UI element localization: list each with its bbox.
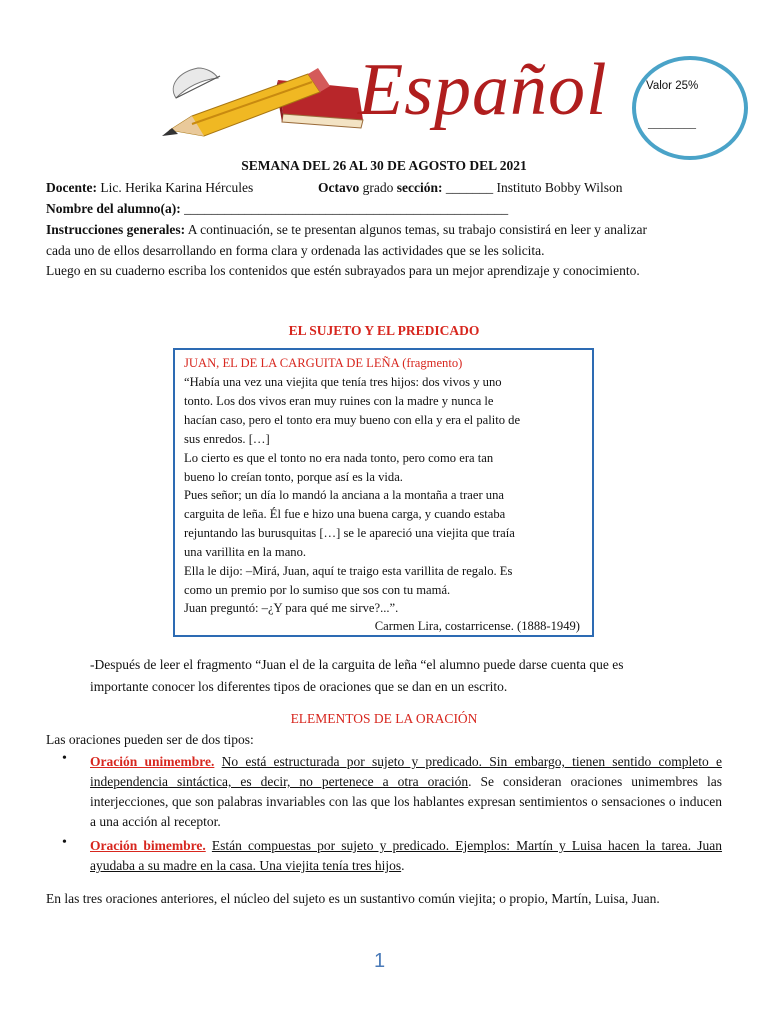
fragment-author: Carmen Lira, costarricense. (1888-1949)	[374, 619, 580, 633]
fragment-line: tonto. Los dos vivos eran muy ruines con la madre y nunca le	[184, 394, 494, 408]
pencil-notebook-quill-icon	[158, 58, 370, 142]
fragment-line: “Había una vez una viejita que tenía tres hijos: dos vivos y uno	[184, 375, 502, 389]
fragment-box	[173, 348, 594, 637]
bimembre-rest: .	[401, 858, 405, 873]
grade-text: grado	[362, 180, 394, 195]
value-blank: ________	[648, 116, 696, 130]
unimembre-definition: No está estructurada por sujeto y predicado. Sin embargo, tienen sentido completo e independencia sintáctica, es decir, no pertenece a otra oración	[90, 754, 723, 789]
closing-paragraph: En las tres oraciones anteriores, el núcleo del sujeto es un sustantivo común viejita; o propio, Martín, Luisa, Juan.	[46, 891, 660, 906]
grade-label: Octavo	[318, 180, 360, 195]
fragment-line: Juan preguntó: –¿Y para qué me sirve?...”.	[184, 601, 399, 615]
bullet-dot-icon: •	[62, 751, 67, 766]
fragment-line: sus enredos. […]	[184, 432, 270, 446]
grade-section	[318, 178, 622, 198]
bimembre-definition: Están compuestas por sujeto y predicado. Ejemplos: Martín y Luisa hacen la tarea. Juan ayudaba a su madre en la casa. Una viejita tenía tres hijos	[90, 838, 723, 873]
fragment-line: hacían caso, pero el tonto era muy bueno con ella y era el palito de	[184, 413, 521, 427]
subject-title: Español	[358, 49, 608, 131]
fragment-line: una varillita en la mano.	[184, 545, 307, 559]
instructions-line2: cada uno de ellos desarrollando en forma clara y ordenada las actividades que se les solicita.	[46, 243, 545, 258]
fragment-line: Lo cierto es que el tonto no era nada tonto, pero como era tan	[184, 451, 494, 465]
page-number: 1	[374, 950, 386, 972]
fragment-line: como un premio por lo sumiso que sos con tu mamá.	[184, 583, 451, 597]
section-title-elements: ELEMENTOS DE LA ORACIÓN	[290, 711, 478, 726]
value-label: Valor 25%	[646, 80, 699, 92]
after-fragment-line2: importante conocer los diferentes tipos de oraciones que se dan en un escrito.	[90, 679, 508, 694]
fragment-line: bueno lo creían tonto, porque así es la vida.	[184, 470, 403, 484]
bullet-dot-icon: •	[62, 835, 67, 850]
section-blank: _______	[445, 180, 494, 195]
bullet-bimembre	[90, 836, 722, 876]
value-circle	[632, 56, 748, 160]
after-fragment-line1: -Después de leer el fragmento “Juan el de la carguita de leña “el alumno puede darse cuenta que es	[90, 657, 624, 672]
teacher-name: Lic. Herika Karina Hércules	[100, 180, 254, 195]
student-name-line	[46, 199, 508, 219]
types-intro: Las oraciones pueden ser de dos tipos:	[46, 732, 254, 747]
week-line: SEMANA DEL 26 AL 30 DE AGOSTO DEL 2021	[241, 158, 527, 173]
instructions-text-1: A continuación, se te presentan algunos temas, su trabajo consistirá en leer y analizar	[187, 222, 647, 237]
fragment-title: JUAN, EL DE LA CARGUITA DE LEÑA (fragmento)	[184, 356, 463, 370]
fragment-line: Ella le dijo: –Mirá, Juan, aquí te traigo esta varillita de regalo. Es	[184, 564, 513, 578]
fragment-line: carguita de leña. Él fue e hizo una buena carga, y cuando estaba	[184, 507, 506, 521]
student-blank: ________________________________________________	[184, 201, 509, 216]
teacher-line	[46, 178, 253, 198]
section-title-subject-predicate: EL SUJETO Y EL PREDICADO	[288, 323, 480, 338]
fragment-line: rejuntando las burusquitas […] se le apareció una viejita que traía	[184, 526, 515, 540]
instructions-line1	[46, 220, 647, 240]
school-name: Instituto Bobby Wilson	[496, 180, 623, 195]
student-label: Nombre del alumno(a):	[46, 201, 181, 216]
bimembre-term: Oración bimembre.	[90, 838, 206, 853]
unimembre-rest: . Se consideran oraciones unimembres las interjecciones, que son palabras invariables con las que los hablantes expresan sentimientos o sensaciones o inducen a una acción al receptor.	[90, 774, 722, 829]
unimembre-term: Oración unimembre.	[90, 754, 215, 769]
fragment-line: Pues señor; un día lo mandó la anciana a la montaña a traer una	[184, 488, 504, 502]
teacher-label: Docente:	[46, 180, 97, 195]
instructions-label: Instrucciones generales:	[46, 222, 186, 237]
bullet-unimembre	[90, 752, 722, 832]
instructions-line3: Luego en su cuaderno escriba los contenidos que estén subrayados para un mejor aprendizaje y conocimiento.	[46, 263, 640, 278]
section-label: sección:	[396, 180, 443, 195]
